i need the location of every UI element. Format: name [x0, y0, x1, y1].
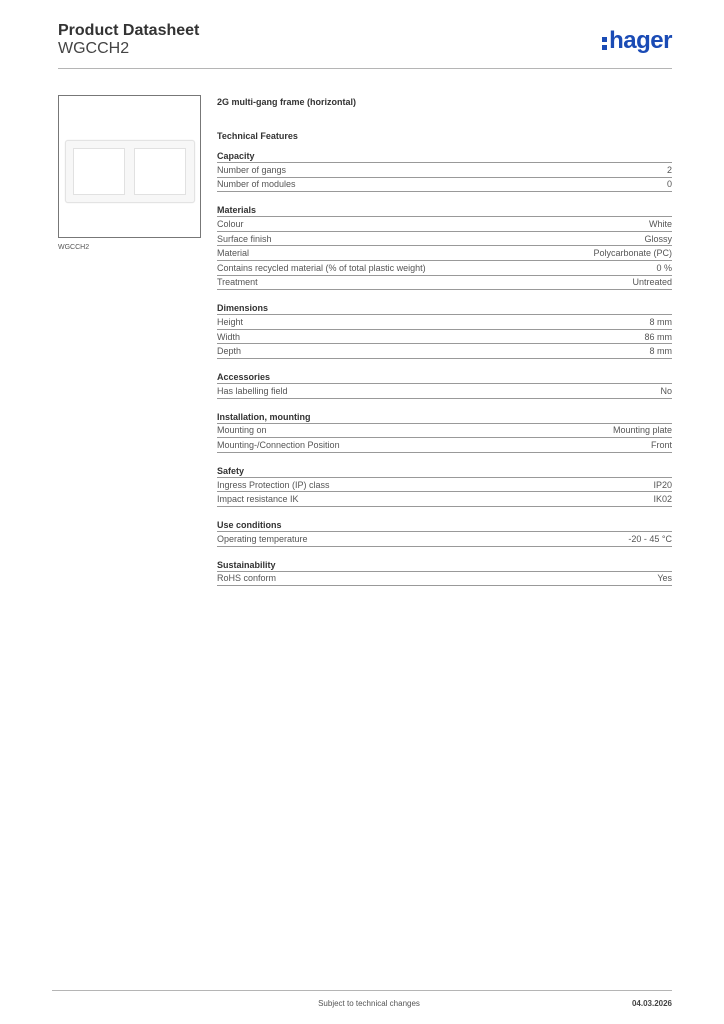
spec-value: Front: [650, 439, 672, 450]
spec-label: Number of gangs: [217, 164, 287, 175]
spec-value: Mounting plate: [612, 425, 672, 436]
spec-value: -20 - 45 °C: [628, 533, 672, 544]
section-heading: Technical Features: [217, 131, 298, 141]
spec-label: Contains recycled material (% of total plastic weight): [217, 262, 426, 273]
spec-value: 0 %: [656, 262, 672, 273]
spec-label: Width: [217, 331, 241, 342]
spec-content: [217, 96, 672, 586]
spec-group-title: Sustainability: [217, 559, 672, 572]
frame-gang-1: [73, 148, 125, 195]
hager-logo: [602, 26, 672, 56]
spec-row: [217, 424, 672, 439]
spec-label: RoHS conform: [217, 573, 277, 584]
spec-value: White: [648, 218, 672, 229]
spec-row: [217, 492, 672, 507]
spec-row: [217, 261, 672, 276]
spec-label: Colour: [217, 218, 244, 229]
spec-row: [217, 163, 672, 178]
spec-group-title: Installation, mounting: [217, 411, 672, 424]
footer-note: Subject to technical changes: [318, 999, 420, 1008]
spec-label: Mounting on: [217, 425, 267, 436]
spec-row: [217, 178, 672, 193]
spec-group: [217, 371, 672, 399]
spec-label: Has labelling field: [217, 385, 288, 396]
spec-group: [217, 150, 672, 192]
spec-group-title: Capacity: [217, 150, 672, 163]
spec-value: 86 mm: [644, 331, 672, 342]
spec-label: Mounting-/Connection Position: [217, 439, 340, 450]
spec-group-title: Use conditions: [217, 519, 672, 532]
spec-label: Ingress Protection (IP) class: [217, 479, 330, 490]
spec-group: [217, 519, 672, 547]
spec-row: [217, 232, 672, 247]
spec-value: Polycarbonate (PC): [593, 248, 672, 259]
spec-value: IP20: [653, 479, 672, 490]
spec-group: [217, 302, 672, 359]
spec-row: [217, 532, 672, 547]
spec-label: Material: [217, 248, 250, 259]
spec-row: [217, 344, 672, 359]
spec-label: Operating temperature: [217, 533, 308, 544]
spec-group-title: Materials: [217, 204, 672, 217]
image-caption: WGCCH2: [58, 244, 90, 251]
spec-value: 0: [666, 179, 672, 190]
spec-group-title: Dimensions: [217, 302, 672, 315]
spec-group: [217, 465, 672, 507]
product-code: WGCCH2: [58, 40, 130, 57]
product-image: [58, 95, 201, 238]
spec-label: Number of modules: [217, 179, 296, 190]
spec-row: [217, 572, 672, 587]
spec-label: Impact resistance IK: [217, 494, 299, 505]
spec-row: [217, 478, 672, 493]
spec-label: Treatment: [217, 277, 258, 288]
product-title: 2G multi-gang frame (horizontal): [217, 97, 357, 107]
spec-value: Glossy: [644, 233, 672, 244]
spec-value: 8 mm: [649, 346, 672, 357]
frame-gang-2: [134, 148, 186, 195]
spec-label: Height: [217, 316, 244, 327]
logo-text: hager: [609, 27, 672, 54]
spec-label: Surface finish: [217, 233, 272, 244]
spec-group: [217, 559, 672, 587]
header-divider: [58, 68, 672, 69]
footer-divider: [52, 990, 672, 991]
spec-value: Yes: [657, 573, 672, 584]
spec-group: [217, 411, 672, 453]
spec-row: [217, 276, 672, 291]
footer-date: 04.03.2026: [631, 999, 672, 1008]
spec-groups: [217, 150, 672, 586]
spec-value: 8 mm: [649, 316, 672, 327]
spec-group-title: Accessories: [217, 371, 672, 384]
spec-value: IK02: [653, 494, 672, 505]
logo-dots-icon: [602, 37, 607, 50]
spec-group-title: Safety: [217, 465, 672, 478]
spec-value: No: [660, 385, 672, 396]
spec-row: [217, 246, 672, 261]
spec-group: [217, 204, 672, 290]
spec-row: [217, 330, 672, 345]
spec-row: [217, 438, 672, 453]
spec-value: Untreated: [632, 277, 672, 288]
spec-row: [217, 315, 672, 330]
page-title: Product Datasheet: [58, 22, 200, 39]
spec-label: Depth: [217, 346, 242, 357]
spec-value: 2: [666, 164, 672, 175]
frame-illustration: [65, 140, 195, 203]
spec-row: [217, 217, 672, 232]
spec-row: [217, 384, 672, 399]
